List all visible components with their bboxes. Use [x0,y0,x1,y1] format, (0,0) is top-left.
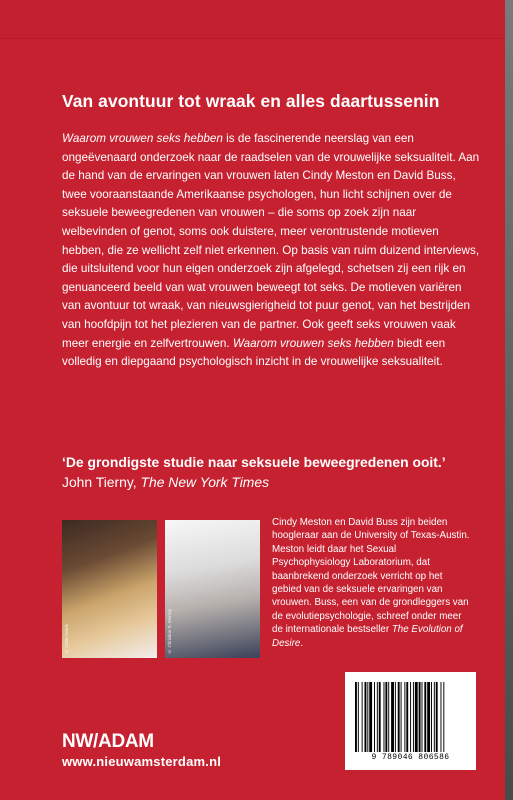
blurb [62,130,482,372]
barcode-bar [358,682,359,752]
barcode-bar [404,682,405,752]
publisher-logo: NW/ADAM [62,731,154,752]
author-photo-buss [165,520,260,658]
author-photo-meston [62,520,157,658]
bio-book: The Evolution of Desire [272,624,463,649]
bio-text: Cindy Meston en David Buss zijn beiden hoogleraar aan de University of Texas-Austin. Meston leidt daar het Sexual Psychophysiology Laboratorium, dat baanbrekend onderzoek verricht op het gebied van de seksuele ervaringen van vrouwen. Buss, een van de grondleggers van de evolutiepsychologie, schreef onder meer de internationale bestseller [272,517,470,636]
quote-author: John Tierny, [62,474,141,490]
photo-credit-meston: © Chris Harris [64,623,69,654]
barcode-bar [365,682,367,752]
barcode-bar [374,682,375,752]
barcode-bar [362,682,363,752]
barcode-bar [379,682,381,752]
barcode-bar [410,682,411,752]
barcode-bar [377,682,378,752]
publisher-url: www.nieuwamsterdam.nl [62,754,222,769]
barcode-bar [424,682,426,752]
cover-top-edge [0,0,505,39]
barcode-bar [384,682,385,752]
barcode-bar [436,682,438,752]
barcode-bar [406,682,408,752]
barcode-bar [385,682,387,752]
barcode-bar [415,682,418,752]
press-quote [62,452,482,492]
barcode-bar [401,682,402,752]
barcode-bar [388,682,389,752]
barcode-bar [369,682,372,752]
barcode-bar [355,682,357,752]
isbn-barcode [353,682,468,752]
quote-publication: The New York Times [140,474,270,490]
barcode-bar [422,682,423,752]
book-title-italic-2: Waarom vrouwen seks hebben [232,336,394,350]
barcode-box [345,672,476,770]
book-title-italic: Waarom vrouwen seks hebben [62,132,223,145]
blurb-part1: is de fascinerende neerslag van een ongeëvenaard onderzoek naar de raadselen van de vrouwelijke seksualiteit. Aan de hand van de ervaringen van vrouwen laten Cindy Meston en David Buss, twee vooraanstaande Amerikaanse psychologen, hun licht schijnen over de seksuele beweegredenen van vrouwen – die soms op zoek zijn naar welbevinden of genot, soms ook duistere, meer verontrustende motieven hebben, die ze wellicht zelf niet erkennen. Op basis van ruim duizend interviews, die uitsluitend voor hun eigen onderzoek zijn afgelegd, schetsen zij een rijk en genuanceerd beeld van wat vrouwen beweegt tot seks. De motieven variëren van avontuur tot wraak, van nieuwsgierigheid tot puur genot, van het bestrijden van hoofdpijn tot het plezieren van de partner. Ook geeft seks vrouwen vaak meer energie en zelfvertrouwen. [62,132,480,350]
barcode-bar [431,682,432,752]
headline: Van avontuur tot wraak en alles daartussenin [62,91,440,111]
bio-end: . [300,637,304,649]
author-bio [272,516,472,650]
barcode-bar [443,682,444,752]
barcode-bar [367,682,368,752]
blurb-part2: biedt een volledig en diepgaand psychologisch inzicht in de vrouwelijke seksualiteit. [62,336,446,369]
barcode-bar [434,682,435,752]
isbn-number: 9 789046 806586 [371,753,450,762]
barcode-bar [391,682,394,752]
barcode-bar [398,682,400,752]
photo-credit-buss: © Christine S. Murray [167,609,172,654]
barcode-bar [395,682,396,752]
barcode-bar [419,682,421,752]
barcode-bar [441,682,442,752]
quote-text: ‘De grondigste studie naar seksuele beweegredenen ooit.’ [62,454,446,470]
barcode-bar [413,682,414,752]
barcode-bar [427,682,430,752]
